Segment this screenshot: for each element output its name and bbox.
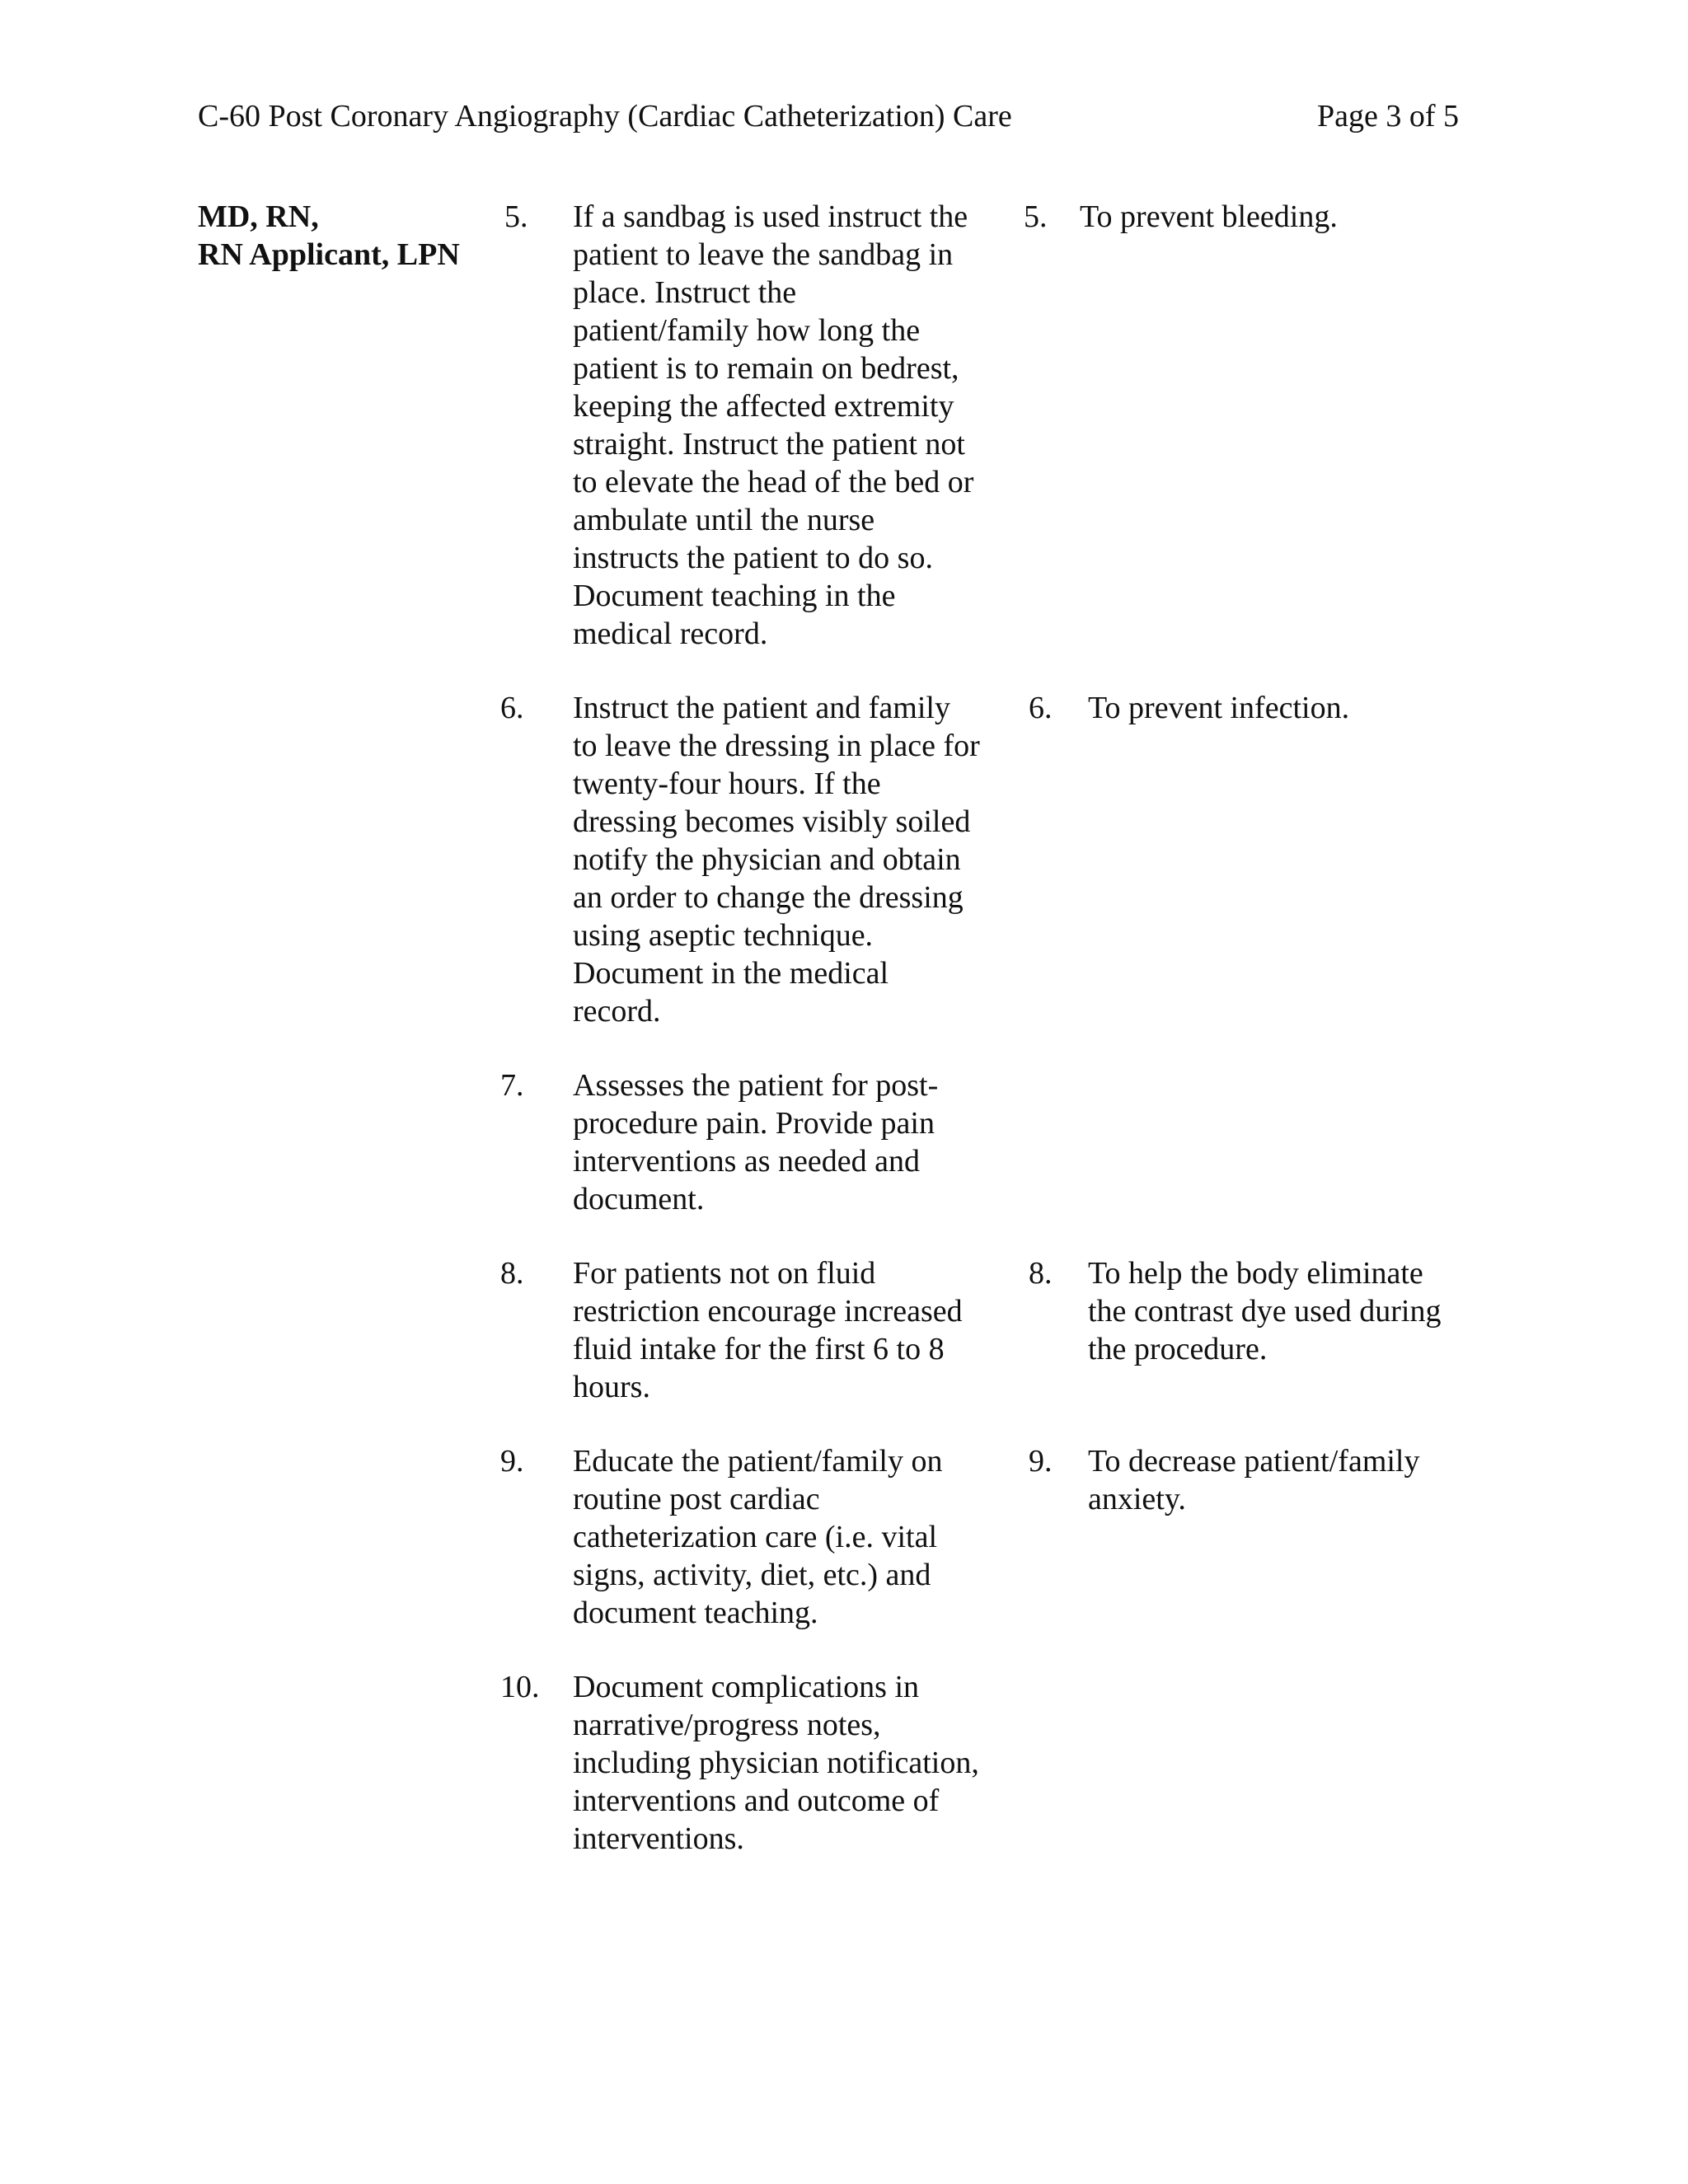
page-number: Page 3 of 5 <box>1317 99 1460 134</box>
rationale-text: To help the body eliminate the contrast dye used during the procedure. <box>1088 1256 1442 1366</box>
step-number: 9. <box>500 1444 524 1479</box>
step-instruction: Document complications in narrative/progress notes, including physician notification, interventions and outcome of interventions. <box>573 1670 979 1856</box>
responsible-roles <box>198 198 460 274</box>
step-instruction: If a sandbag is used instruct the patient to leave the sandbag in place. Instruct the patient/family how long the patient is to remain on bedrest, keeping the affected extremity straight. Instruct the patient not to elevate the head of the bed or ambulate until the nurse instructs the patient to do so. Document teaching in the medical record. <box>573 199 974 651</box>
rationale-text: To decrease patient/family anxiety. <box>1088 1444 1420 1516</box>
step-instruction: Instruct the patient and family to leave the dressing in place for twenty-four hours. If the dressing becomes visibly soiled notify the physician and obtain an order to change the dressing using aseptic technique. Document in the medical record. <box>573 691 980 1029</box>
rationale-text: To prevent bleeding. <box>1080 199 1338 234</box>
step-number: 8. <box>500 1256 524 1291</box>
step-number: 6. <box>500 691 524 725</box>
step-number: 5. <box>504 199 528 234</box>
rationale-number: 9. <box>1029 1444 1053 1479</box>
step-instruction: Educate the patient/family on routine post cardiac catheterization care (i.e. vital signs, activity, diet, etc.) and document teaching. <box>573 1444 943 1630</box>
rationale-text: To prevent infection. <box>1088 691 1350 725</box>
step-instruction: For patients not on fluid restriction encourage increased fluid intake for the first 6 to 8 hours. <box>573 1256 963 1404</box>
rationale-number: 5. <box>1024 199 1048 234</box>
step-number: 7. <box>500 1068 524 1103</box>
page-header-title: C-60 Post Coronary Angiography (Cardiac Catheterization) Care <box>198 99 1012 134</box>
roles-line-2: RN Applicant, LPN <box>198 237 460 272</box>
roles-line-1: MD, RN, <box>198 199 319 234</box>
rationale-number: 8. <box>1029 1256 1053 1291</box>
rationale-number: 6. <box>1029 691 1053 725</box>
step-instruction: Assesses the patient for post- procedure pain. Provide pain interventions as needed and document. <box>573 1068 939 1216</box>
step-number: 10. <box>500 1670 540 1704</box>
